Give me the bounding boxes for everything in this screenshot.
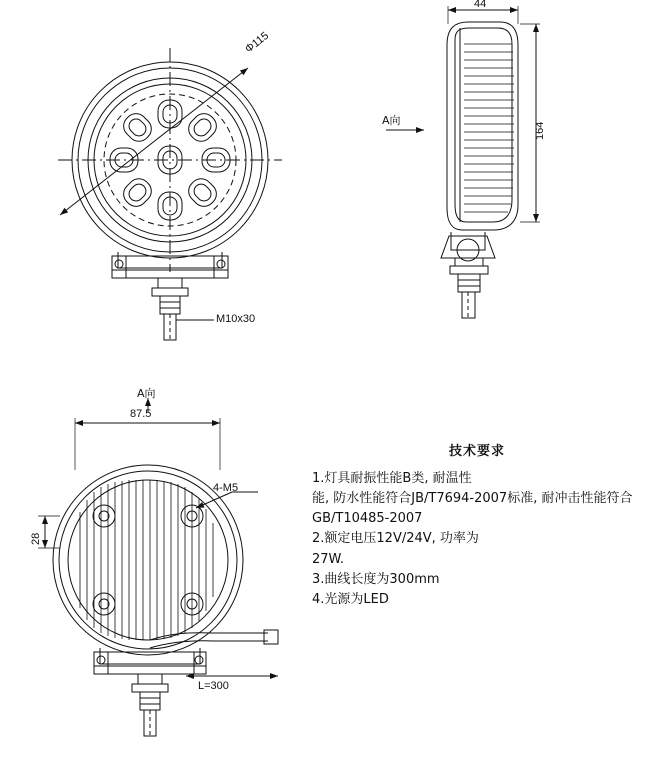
note-item: 能, 防水性能符合JB/T7694-2007标准, 耐冲击性能符合 bbox=[312, 491, 633, 507]
back-offset-label: 28 bbox=[30, 532, 42, 545]
note-item: 3.曲线长度为300mm bbox=[312, 571, 440, 587]
notes-heading: 技术要求 bbox=[448, 444, 505, 459]
front-thread-label: M10x30 bbox=[216, 313, 256, 325]
note-item: 27W. bbox=[312, 551, 345, 567]
side-view-arrow-label: A向 bbox=[382, 114, 401, 127]
front-diameter-label: Φ115 bbox=[243, 29, 272, 56]
side-height-label: 164 bbox=[534, 121, 546, 140]
note-item: 4.光源为LED bbox=[312, 591, 389, 607]
front-view-group bbox=[58, 48, 282, 340]
side-width-label: 44 bbox=[474, 0, 487, 10]
back-view-group bbox=[38, 398, 278, 736]
note-item: 1.灯具耐振性能B类, 耐温性 bbox=[312, 471, 472, 486]
cable-length-label: L=300 bbox=[198, 680, 229, 692]
back-width-label: 87.5 bbox=[130, 408, 152, 420]
technical-requirements-block bbox=[312, 440, 642, 610]
note-item: GB/T10485-2007 bbox=[312, 511, 423, 527]
back-screw-label: 4-M5 bbox=[213, 482, 239, 494]
notes-list bbox=[312, 469, 642, 610]
back-view-arrow-label: A向 bbox=[137, 387, 156, 400]
side-view-group bbox=[386, 6, 540, 318]
note-item: 2.额定电压12V/24V, 功率为 bbox=[312, 531, 479, 547]
